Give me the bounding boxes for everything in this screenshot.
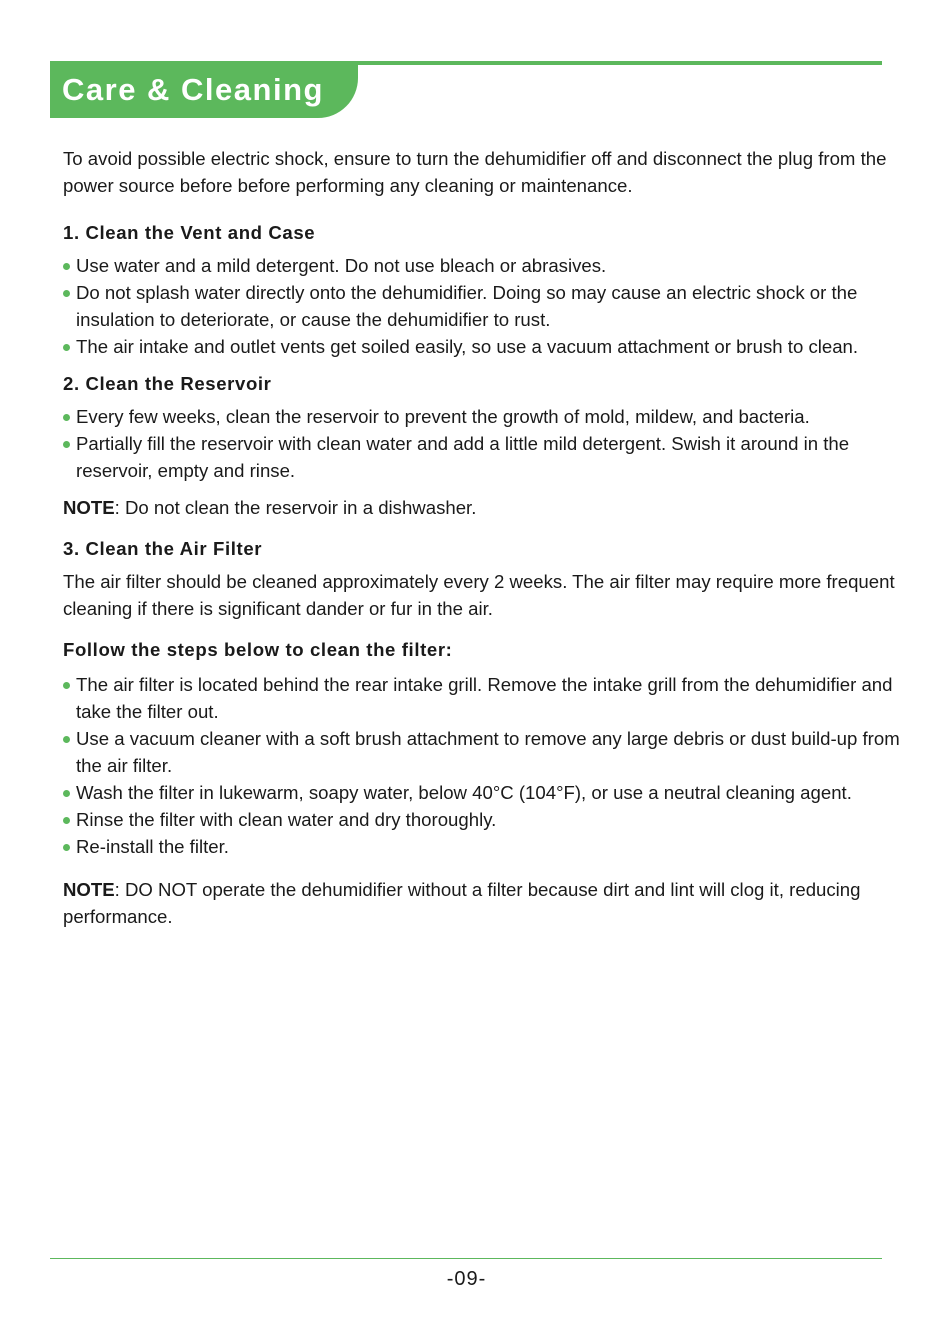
reservoir-list (63, 403, 903, 484)
bullet-icon (63, 682, 70, 689)
note-label: NOTE (63, 879, 115, 900)
air-filter-paragraph: The air filter should be cleaned approximately every 2 weeks. The air filter may require more frequent cleaning if there is significant dander or fur in the air. (63, 571, 895, 619)
page-number: -09- (446, 1268, 487, 1290)
bullet-icon (63, 263, 70, 270)
section-heading-vent-case: 1. Clean the Vent and Case (63, 222, 316, 243)
vent-case-list (63, 252, 903, 360)
page-title: Care & Cleaning (62, 72, 324, 107)
list-item: Use a vacuum cleaner with a soft brush attachment to remove any large debris or dust build-up from the air filter. (63, 725, 903, 779)
bullet-icon (63, 344, 70, 351)
bullet-icon (63, 736, 70, 743)
bullet-icon (63, 844, 70, 851)
filter-steps-list (63, 671, 903, 860)
list-item: Partially fill the reservoir with clean water and add a little mild detergent. Swish it around in the reservoir, empty and rinse. (63, 430, 903, 484)
content (63, 145, 903, 930)
footer-rule (50, 1258, 882, 1259)
intro-paragraph: To avoid possible electric shock, ensure to turn the dehumidifier off and disconnect the plug from the power source before before performing any cleaning or maintenance. (63, 148, 887, 196)
steps-heading: Follow the steps below to clean the filter: (63, 639, 453, 660)
note-text: : DO NOT operate the dehumidifier without a filter because dirt and lint will clog it, reducing performance. (63, 879, 861, 927)
bullet-icon (63, 441, 70, 448)
list-item: Do not splash water directly onto the dehumidifier. Doing so may cause an electric shock or the insulation to deteriorate, or cause the dehumidifier to rust. (63, 279, 903, 333)
list-item: The air filter is located behind the rear intake grill. Remove the intake grill from the dehumidifier and take the filter out. (63, 671, 903, 725)
bullet-icon (63, 414, 70, 421)
reservoir-note (63, 494, 903, 521)
section-heading-reservoir: 2. Clean the Reservoir (63, 373, 272, 394)
bullet-icon (63, 790, 70, 797)
list-item: Use water and a mild detergent. Do not use bleach or abrasives. (63, 252, 903, 279)
note-label: NOTE (63, 497, 115, 518)
list-item: Every few weeks, clean the reservoir to prevent the growth of mold, mildew, and bacteria. (63, 403, 903, 430)
bullet-icon (63, 290, 70, 297)
list-item: Rinse the filter with clean water and dry thoroughly. (63, 806, 903, 833)
list-item: Wash the filter in lukewarm, soapy water, below 40°C (104°F), or use a neutral cleaning agent. (63, 779, 903, 806)
section-heading-air-filter: 3. Clean the Air Filter (63, 538, 263, 559)
note-text: : Do not clean the reservoir in a dishwasher. (114, 497, 477, 518)
filter-note (63, 876, 903, 930)
list-item: Re-install the filter. (63, 833, 903, 860)
list-item: The air intake and outlet vents get soiled easily, so use a vacuum attachment or brush to clean. (63, 333, 903, 360)
bullet-icon (63, 817, 70, 824)
